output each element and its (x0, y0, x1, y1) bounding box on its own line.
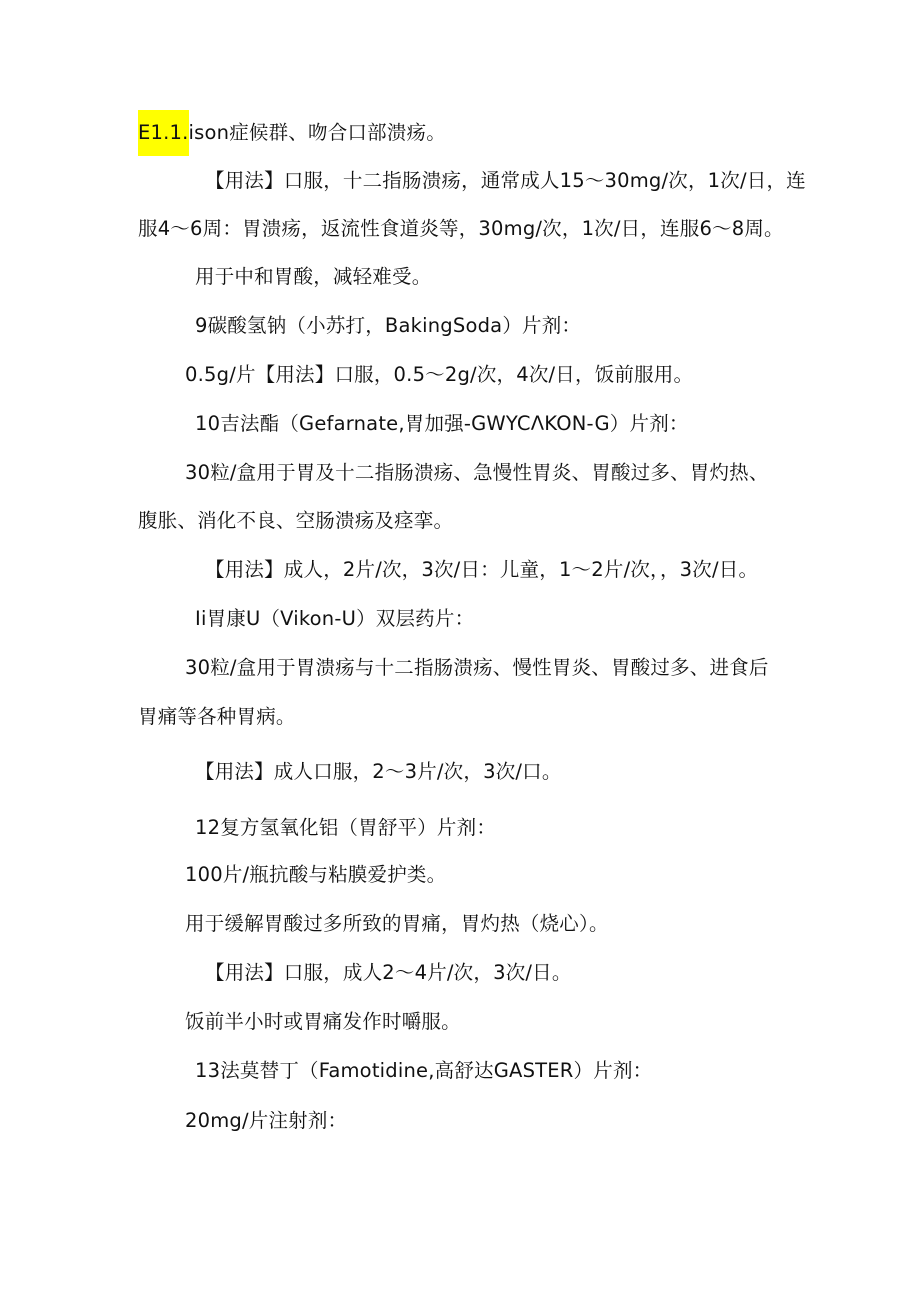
text-line-11: Ii胃康U（Vikon-U）双层药片： (195, 607, 475, 630)
text-line-10: 【用法】成人，2片/次，3次/日：儿童，1〜2片/次，，3次/日。 (205, 558, 759, 581)
text-line-18: 【用法】口服，成人2〜4片/次，3次/日。 (205, 961, 572, 984)
text-line-16: 100片/瓶抗酸与粘膜爱护类。 (185, 863, 447, 886)
line-text: ison症候群、吻合口部溃疡。 (188, 121, 446, 144)
text-line-2: 【用法】口服，十二指肠溃疡，通常成人15〜30mg∕次，1次/日，连 (205, 169, 806, 192)
text-line-3: 服4〜6周：胃溃疡，返流性食道炎等，30mg∕次，1次/日，连服6〜8周。 (138, 217, 784, 240)
text-line-4: 用于中和胃酸，减轻难受。 (195, 265, 432, 288)
text-line-9: 腹胀、消化不良、空肠溃疡及痉挛。 (138, 509, 454, 532)
text-line-6: 0.5g∕片【用法】口服，0.5〜2g∕次，4次/日，饭前服用。 (185, 363, 694, 386)
text-line-12: 30粒/盒用于胃溃疡与十二指肠溃疡、慢性胃炎、胃酸过多、进食后 (185, 656, 769, 679)
text-line-7: 10吉法酯（Gefarnate,胃加强-GWYCΛKON-G）片剂： (195, 412, 689, 435)
text-line-14: 【用法】成人口服，2〜3片/次，3次/口。 (195, 760, 562, 783)
text-line-5: 9碳酸氢钠（小苏打，BakingSoda）片剂： (195, 314, 582, 337)
text-line-21: 20mg∕片注射剂： (185, 1109, 348, 1132)
text-line-1 (138, 120, 446, 146)
highlighted-text: E1.1. (138, 110, 189, 156)
text-line-19: 饭前半小时或胃痛发作时嚼服。 (185, 1010, 461, 1033)
text-line-20: 13法莫替丁（Famotidine,高舒达GASTER）片剂： (195, 1059, 653, 1082)
text-line-8: 30粒/盒用于胃及十二指肠溃疡、急慢性胃炎、胃酸过多、胃灼热、 (185, 461, 769, 484)
text-line-15: 12复方氢氧化铝（胃舒平）片剂： (195, 816, 497, 839)
text-line-17: 用于缓解胃酸过多所致的胃痛，胃灼热（烧心）。 (185, 912, 609, 935)
text-line-13: 胃痛等各种胃病。 (138, 705, 296, 728)
